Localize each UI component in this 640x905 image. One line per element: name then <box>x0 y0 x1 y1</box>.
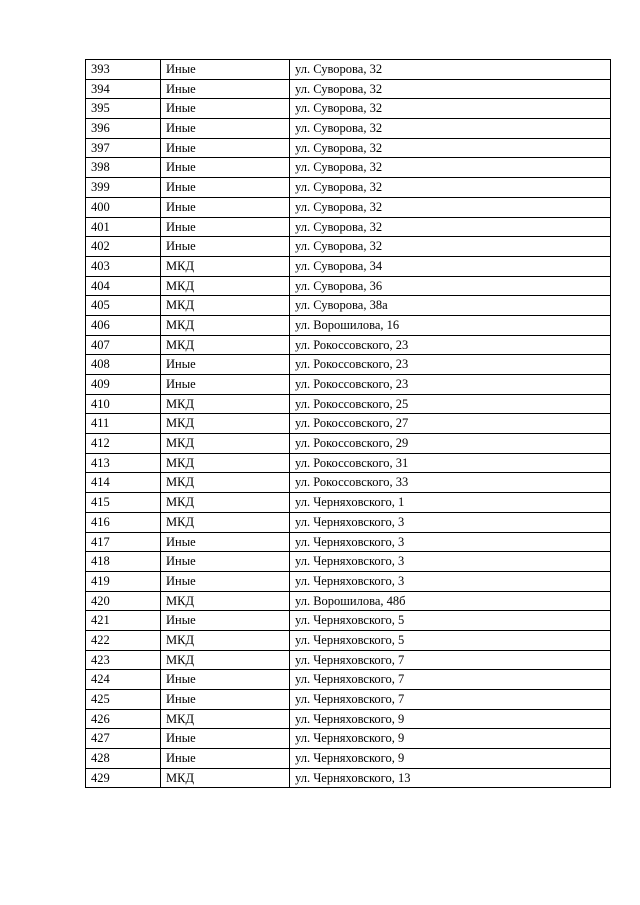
object-type-cell: Иные <box>161 552 290 572</box>
object-type-cell: Иные <box>161 571 290 591</box>
table-row <box>86 650 611 670</box>
registry-table-body <box>86 60 611 788</box>
row-number-cell: 395 <box>86 99 161 119</box>
table-row <box>86 493 611 513</box>
address-cell: ул. Суворова, 32 <box>290 237 611 257</box>
row-number-cell: 412 <box>86 434 161 454</box>
row-number-cell: 402 <box>86 237 161 257</box>
address-cell: ул. Суворова, 34 <box>290 256 611 276</box>
table-row <box>86 768 611 788</box>
object-type-cell: МКД <box>161 394 290 414</box>
table-row <box>86 394 611 414</box>
address-cell: ул. Черняховского, 5 <box>290 611 611 631</box>
address-cell: ул. Суворова, 32 <box>290 119 611 139</box>
address-cell: ул. Черняховского, 7 <box>290 690 611 710</box>
address-cell: ул. Ворошилова, 48б <box>290 591 611 611</box>
object-type-cell: Иные <box>161 375 290 395</box>
address-cell: ул. Рокоссовского, 29 <box>290 434 611 454</box>
table-row <box>86 60 611 80</box>
row-number-cell: 424 <box>86 670 161 690</box>
table-row <box>86 138 611 158</box>
address-cell: ул. Черняховского, 9 <box>290 709 611 729</box>
row-number-cell: 400 <box>86 197 161 217</box>
object-type-cell: МКД <box>161 768 290 788</box>
row-number-cell: 404 <box>86 276 161 296</box>
address-cell: ул. Суворова, 32 <box>290 60 611 80</box>
row-number-cell: 401 <box>86 217 161 237</box>
address-cell: ул. Рокоссовского, 31 <box>290 453 611 473</box>
row-number-cell: 426 <box>86 709 161 729</box>
address-cell: ул. Черняховского, 5 <box>290 630 611 650</box>
table-row <box>86 158 611 178</box>
object-type-cell: МКД <box>161 650 290 670</box>
table-row <box>86 473 611 493</box>
address-cell: ул. Рокоссовского, 23 <box>290 355 611 375</box>
table-row <box>86 315 611 335</box>
row-number-cell: 423 <box>86 650 161 670</box>
address-cell: ул. Черняховского, 9 <box>290 729 611 749</box>
address-cell: ул. Суворова, 38а <box>290 296 611 316</box>
row-number-cell: 421 <box>86 611 161 631</box>
registry-table <box>85 59 611 788</box>
row-number-cell: 413 <box>86 453 161 473</box>
object-type-cell: Иные <box>161 355 290 375</box>
object-type-cell: Иные <box>161 158 290 178</box>
address-cell: ул. Суворова, 32 <box>290 158 611 178</box>
table-row <box>86 552 611 572</box>
object-type-cell: МКД <box>161 630 290 650</box>
address-cell: ул. Рокоссовского, 23 <box>290 335 611 355</box>
object-type-cell: Иные <box>161 217 290 237</box>
object-type-cell: Иные <box>161 197 290 217</box>
object-type-cell: МКД <box>161 591 290 611</box>
table-row <box>86 571 611 591</box>
table-row <box>86 749 611 769</box>
table-row <box>86 591 611 611</box>
object-type-cell: МКД <box>161 276 290 296</box>
address-cell: ул. Черняховского, 9 <box>290 749 611 769</box>
row-number-cell: 425 <box>86 690 161 710</box>
row-number-cell: 415 <box>86 493 161 513</box>
row-number-cell: 406 <box>86 315 161 335</box>
row-number-cell: 411 <box>86 414 161 434</box>
address-cell: ул. Суворова, 32 <box>290 99 611 119</box>
table-row <box>86 670 611 690</box>
address-cell: ул. Суворова, 32 <box>290 197 611 217</box>
row-number-cell: 408 <box>86 355 161 375</box>
table-row <box>86 119 611 139</box>
row-number-cell: 410 <box>86 394 161 414</box>
table-row <box>86 630 611 650</box>
row-number-cell: 420 <box>86 591 161 611</box>
address-cell: ул. Черняховского, 13 <box>290 768 611 788</box>
object-type-cell: МКД <box>161 414 290 434</box>
table-row <box>86 197 611 217</box>
row-number-cell: 417 <box>86 532 161 552</box>
table-row <box>86 532 611 552</box>
object-type-cell: Иные <box>161 60 290 80</box>
object-type-cell: Иные <box>161 178 290 198</box>
table-row <box>86 434 611 454</box>
row-number-cell: 397 <box>86 138 161 158</box>
address-cell: ул. Черняховского, 3 <box>290 552 611 572</box>
object-type-cell: Иные <box>161 611 290 631</box>
row-number-cell: 398 <box>86 158 161 178</box>
address-cell: ул. Суворова, 32 <box>290 217 611 237</box>
table-row <box>86 79 611 99</box>
row-number-cell: 403 <box>86 256 161 276</box>
object-type-cell: Иные <box>161 670 290 690</box>
row-number-cell: 429 <box>86 768 161 788</box>
object-type-cell: Иные <box>161 119 290 139</box>
object-type-cell: Иные <box>161 690 290 710</box>
table-row <box>86 453 611 473</box>
row-number-cell: 407 <box>86 335 161 355</box>
row-number-cell: 427 <box>86 729 161 749</box>
address-cell: ул. Суворова, 32 <box>290 178 611 198</box>
table-row <box>86 414 611 434</box>
object-type-cell: Иные <box>161 237 290 257</box>
address-cell: ул. Рокоссовского, 25 <box>290 394 611 414</box>
table-row <box>86 375 611 395</box>
address-cell: ул. Рокоссовского, 23 <box>290 375 611 395</box>
object-type-cell: Иные <box>161 749 290 769</box>
table-row <box>86 335 611 355</box>
row-number-cell: 416 <box>86 512 161 532</box>
address-cell: ул. Суворова, 36 <box>290 276 611 296</box>
table-row <box>86 237 611 257</box>
object-type-cell: Иные <box>161 99 290 119</box>
table-row <box>86 276 611 296</box>
row-number-cell: 409 <box>86 375 161 395</box>
table-row <box>86 355 611 375</box>
object-type-cell: МКД <box>161 315 290 335</box>
address-cell: ул. Суворова, 32 <box>290 138 611 158</box>
object-type-cell: Иные <box>161 532 290 552</box>
table-row <box>86 729 611 749</box>
row-number-cell: 393 <box>86 60 161 80</box>
row-number-cell: 414 <box>86 473 161 493</box>
table-row <box>86 217 611 237</box>
address-cell: ул. Черняховского, 1 <box>290 493 611 513</box>
address-cell: ул. Черняховского, 7 <box>290 670 611 690</box>
object-type-cell: МКД <box>161 709 290 729</box>
object-type-cell: МКД <box>161 473 290 493</box>
table-row <box>86 512 611 532</box>
row-number-cell: 405 <box>86 296 161 316</box>
row-number-cell: 394 <box>86 79 161 99</box>
object-type-cell: МКД <box>161 512 290 532</box>
row-number-cell: 396 <box>86 119 161 139</box>
table-row <box>86 690 611 710</box>
address-cell: ул. Рокоссовского, 27 <box>290 414 611 434</box>
object-type-cell: МКД <box>161 434 290 454</box>
object-type-cell: Иные <box>161 138 290 158</box>
object-type-cell: МКД <box>161 335 290 355</box>
row-number-cell: 422 <box>86 630 161 650</box>
table-row <box>86 296 611 316</box>
object-type-cell: МКД <box>161 453 290 473</box>
object-type-cell: МКД <box>161 256 290 276</box>
row-number-cell: 419 <box>86 571 161 591</box>
object-type-cell: МКД <box>161 493 290 513</box>
object-type-cell: МКД <box>161 296 290 316</box>
row-number-cell: 428 <box>86 749 161 769</box>
address-cell: ул. Черняховского, 7 <box>290 650 611 670</box>
row-number-cell: 418 <box>86 552 161 572</box>
object-type-cell: Иные <box>161 79 290 99</box>
table-row <box>86 256 611 276</box>
object-type-cell: Иные <box>161 729 290 749</box>
table-row <box>86 178 611 198</box>
address-cell: ул. Рокоссовского, 33 <box>290 473 611 493</box>
address-cell: ул. Черняховского, 3 <box>290 532 611 552</box>
address-cell: ул. Суворова, 32 <box>290 79 611 99</box>
address-cell: ул. Черняховского, 3 <box>290 571 611 591</box>
row-number-cell: 399 <box>86 178 161 198</box>
table-row <box>86 611 611 631</box>
address-cell: ул. Черняховского, 3 <box>290 512 611 532</box>
address-cell: ул. Ворошилова, 16 <box>290 315 611 335</box>
table-row <box>86 99 611 119</box>
table-row <box>86 709 611 729</box>
